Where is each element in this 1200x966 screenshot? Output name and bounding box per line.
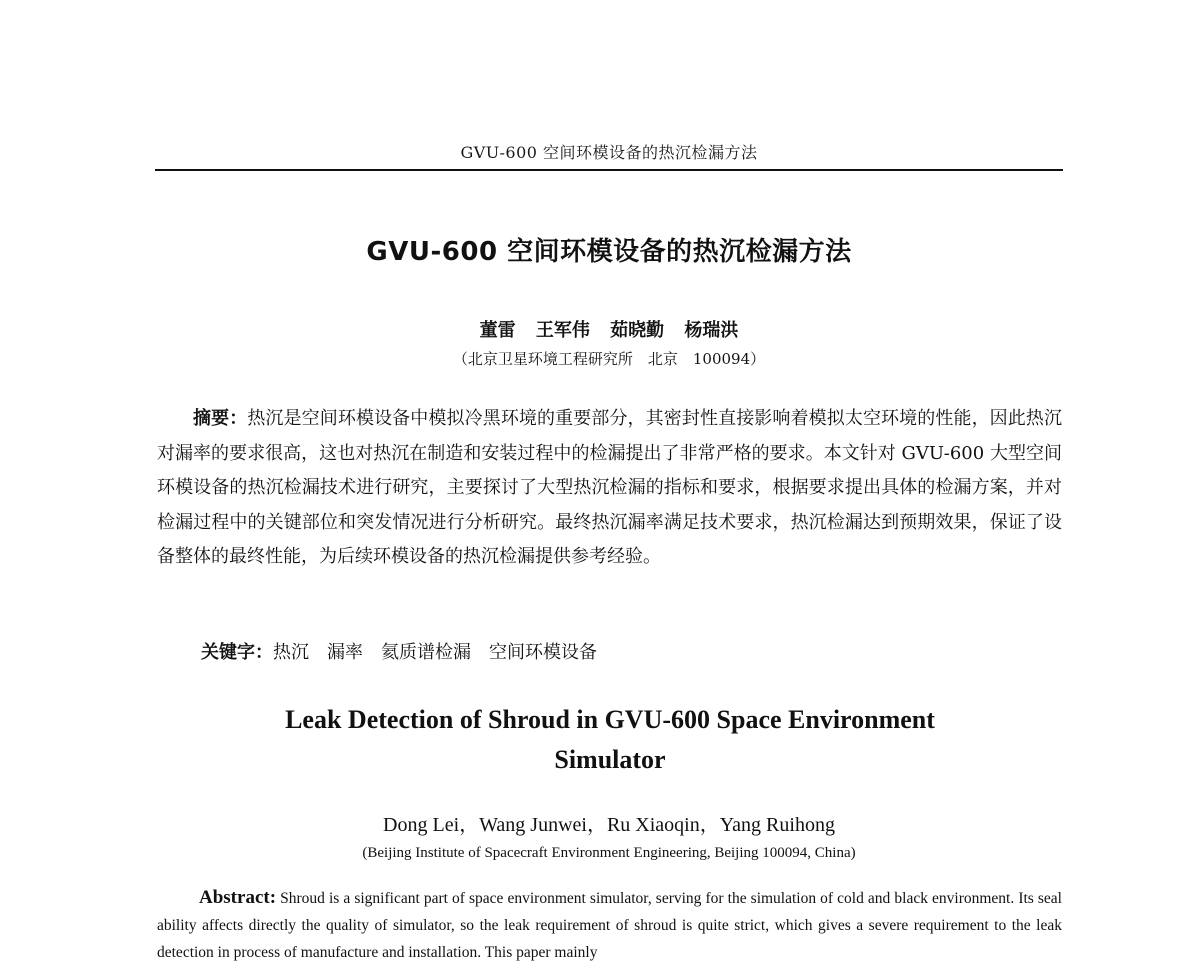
chinese-keywords [201,636,1061,670]
chinese-title: GVU-600 空间环模设备的热沉检漏方法 [366,237,852,267]
chinese-authors [155,316,1063,342]
english-affiliation: (Beijing Institute of Spacecraft Environment Engineering, Beijing 100094, China) [362,845,856,861]
author-name: 王军伟 [535,320,590,341]
abstract-text: Shroud is a significant part of space environment simulator, serving for the simulation of cold and black environment. Its seal ability affects directly the quality of simulator, so the leak requirement of shroud is quite strict, which gives a severe requirement to the leak detection in process of manufacture and installation. This paper mainly [157,890,1062,961]
running-head: GVU-600 空间环模设备的热沉检漏方法 [460,143,758,162]
author-name: 茹晓勤 [610,320,665,341]
english-title: Leak Detection of Shroud in GVU-600 Space Environment Simulator [285,705,935,774]
header-rule [155,169,1063,171]
author-name: 杨瑞洪 [684,320,739,341]
keywords-label: 关键字： [201,642,273,663]
abstract-text: 热沉是空间环模设备中模拟冷黑环境的重要部分，其密封性直接影响着模拟太空环境的性能，因此热沉对漏率的要求很高，这也对热沉在制造和安装过程中的检漏提出了非常严格的要求。本文针对 GVU-600 大型空间环模设备的热沉检漏技术进行研究，主要探讨了大型热沉检漏的指标和要求，根据要求提出具体的检漏方案，并对检漏过程中的关键部位和突发情况进行分析研究。最终热沉漏率满足技术要求，热沉检漏达到预期效果，保证了设备整体的最终性能，为后续环模设备的热沉检漏提供参考经验。 [157,408,1063,567]
english-authors: Dong Lei，Wang Junwei，Ru Xiaoqin，Yang Ruihong [383,814,835,836]
keyword: 热沉 [273,642,309,663]
keyword: 空间环模设备 [489,642,597,663]
chinese-affiliation: （北京卫星环境工程研究所 北京 100094） [452,350,766,368]
author-name: 董雷 [479,320,516,341]
english-abstract [157,884,1062,966]
keyword: 漏率 [327,642,363,663]
keyword: 氦质谱检漏 [381,642,471,663]
chinese-abstract [157,402,1062,575]
abstract-label: 摘要： [193,408,248,429]
abstract-label: Abstract: [199,887,277,908]
